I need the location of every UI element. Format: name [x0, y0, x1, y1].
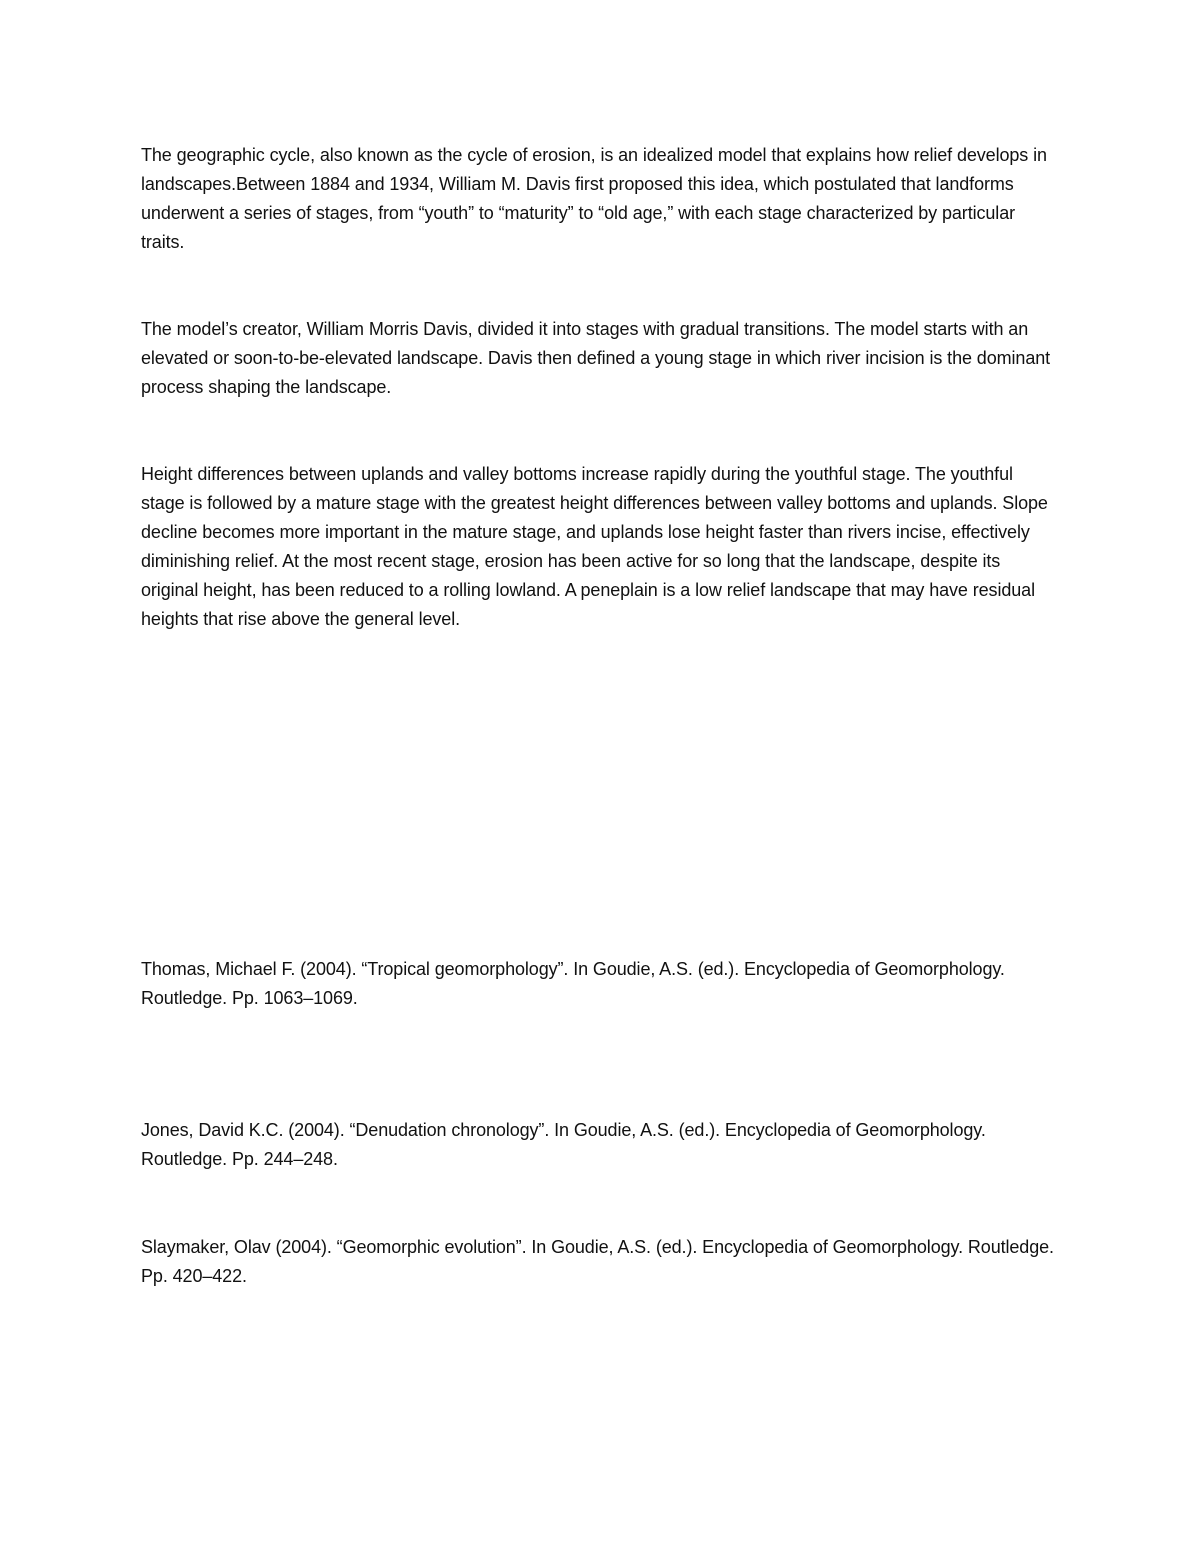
reference-slaymaker: Slaymaker, Olav (2004). “Geomorphic evolution”. In Goudie, A.S. (ed.). Encyclopedia of Geomorphology. Routledge. Pp. 420–422. [141, 1237, 1054, 1286]
paragraph-geographic-cycle: The geographic cycle, also known as the cycle of erosion, is an idealized model that explains how relief develops in landscapes.Between 1884 and 1934, William M. Davis first proposed this idea, which postulated that landforms underwent a series of stages, from “youth” to “maturity” to “old age,” with each stage characterized by particular traits. [141, 145, 1047, 252]
paragraph-model-creator: The model’s creator, William Morris Davis, divided it into stages with gradual transitions. The model starts with an elevated or soon-to-be-elevated landscape. Davis then defined a young stage in which river incision is the dominant process shaping the landscape. [141, 319, 1051, 397]
reference-jones: Jones, David K.C. (2004). “Denudation chronology”. In Goudie, A.S. (ed.). Encyclopedia of Geomorphology. Routledge. Pp. 244–248. [141, 1120, 986, 1169]
reference-thomas: Thomas, Michael F. (2004). “Tropical geomorphology”. In Goudie, A.S. (ed.). Encyclopedia of Geomorphology. Routledge. Pp. 1063–1069. [141, 959, 1005, 1008]
paragraph-height-differences: Height differences between uplands and valley bottoms increase rapidly during the youthful stage. The youthful stage is followed by a mature stage with the greatest height differences between valley bottoms and uplands. Slope decline becomes more important in the mature stage, and uplands lose height faster than rivers incise, effectively diminishing relief. At the most recent stage, erosion has been active for so long that the landscape, despite its original height, has been reduced to a rolling lowland. A peneplain is a low relief landscape that may have residual heights that rise above the general level. [141, 464, 1048, 629]
